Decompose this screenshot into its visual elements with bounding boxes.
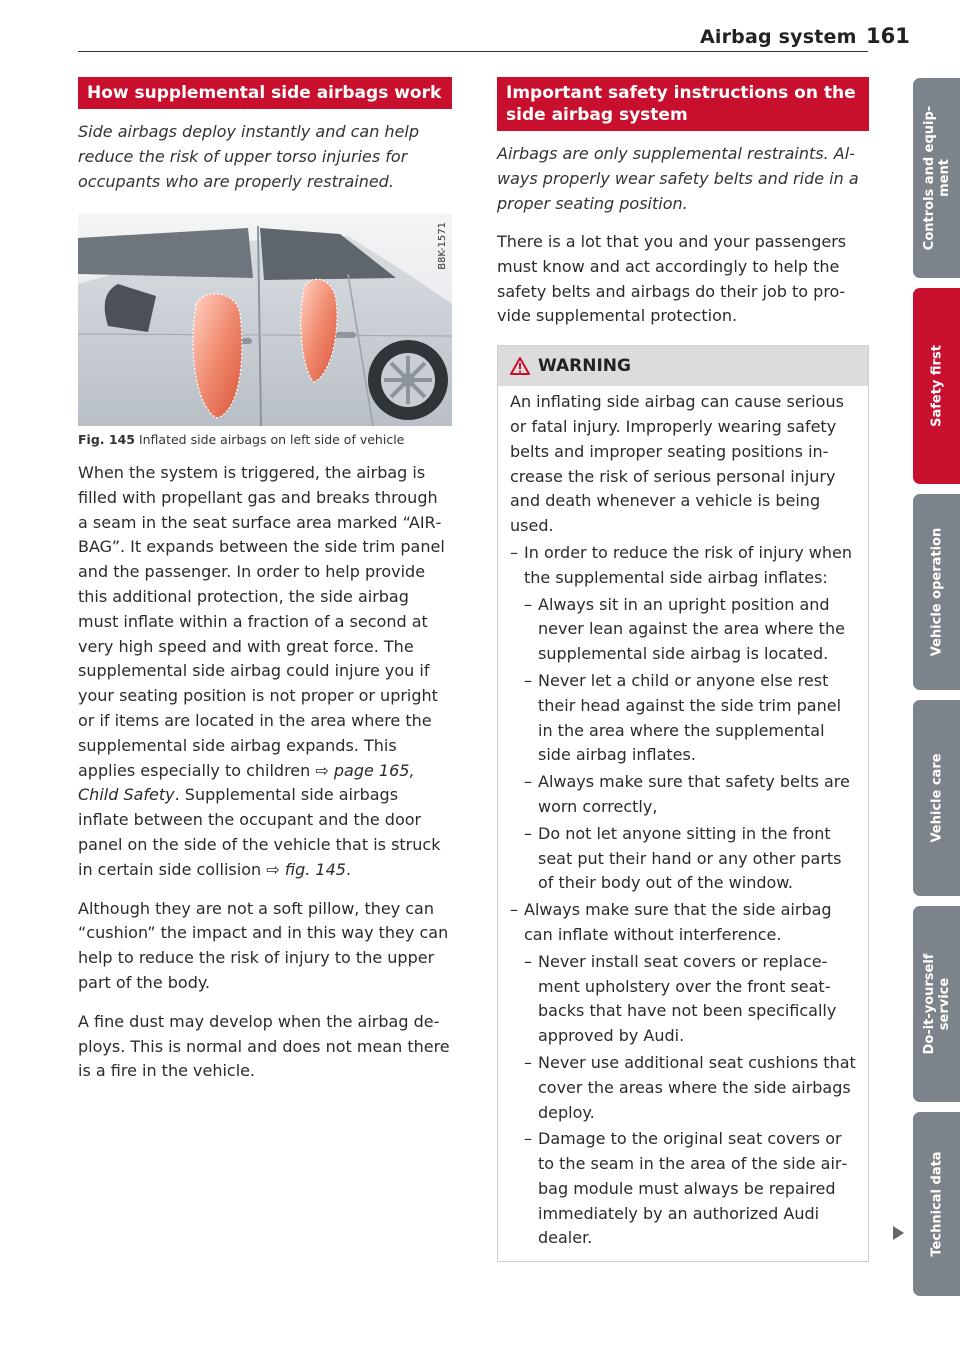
tab-safety-first[interactable] (913, 288, 960, 484)
tab-label: Technical data (929, 1151, 944, 1257)
tab-label: Safety first (929, 345, 944, 427)
sub-list (524, 950, 858, 1252)
tab-label: Controls and equip- ment (921, 105, 952, 251)
list-item: – Damage to the original seat covers or to the seam in the area of the side airbag module must always be repaired immediately by an authorized Audi dealer. (524, 1127, 858, 1251)
warning-header (498, 346, 868, 386)
list-item: – Never let a child or anyone else rest their head against the side trim panel in the area where the supplemental side airbag inflates. (524, 669, 858, 768)
section-heading-safety-instructions: Important safety instructions on the side airbag system (497, 77, 869, 131)
header-rule (78, 51, 868, 52)
list-item (510, 898, 858, 1251)
tab-do-it-yourself-service[interactable] (913, 906, 960, 1102)
paragraph-dust: A fine dust may develop when the airbag deploys. This is normal and does not mean there is a fire in the vehicle. (78, 1011, 450, 1081)
list-item: – Never use additional seat cushions that cover the areas where the side airbags deploy. (524, 1051, 858, 1125)
text-run: . (345, 859, 352, 879)
section-heading-side-airbags: How supplemental side airbags work (78, 77, 452, 109)
warning-triangle-icon (510, 357, 530, 375)
list-item-text: Always make sure that the side airbag can inflate without interference. (524, 900, 832, 944)
figure-code: B8K-1571 (437, 222, 448, 270)
list-item: – Do not let anyone sitting in the front seat put their hand or any other parts of their body out of the window. (524, 822, 858, 896)
caption-label: Fig. 145 (78, 432, 135, 447)
running-header-title: Airbag system (700, 26, 857, 48)
tab-vehicle-operation[interactable] (913, 494, 960, 690)
right-column (497, 77, 869, 1262)
tab-vehicle-care[interactable] (913, 700, 960, 896)
paragraph-deployment (78, 461, 452, 883)
figure-inflated-side-airbags (78, 214, 452, 426)
tab-technical-data[interactable] (913, 1112, 960, 1296)
warning-title: WARNING (538, 356, 631, 377)
list-item: – Never install seat covers or replacement upholstery over the front seatbacks that have not been specifically approved by Audi. (524, 950, 858, 1049)
list-item-text: In order to reduce the risk of injury when the supplemental side airbag inflates: (524, 542, 853, 587)
section-intro: Side airbags deploy instantly and can help reduce the risk of upper torso injuries for occupants who are properly restrained. (78, 122, 420, 191)
warning-lead: An inflating side airbag can cause serious or fatal injury. Improperly wearing safety belts and improper seating positions increase the risk of serious personal injury and death whenever a vehicle is being used. (510, 392, 844, 536)
link-fig-145[interactable]: ⇨ fig. 145 (266, 859, 346, 879)
warning-list (510, 541, 858, 1251)
continued-arrow-icon (893, 1226, 904, 1240)
paragraph-cushion: Although they are not a soft pillow, they can “cushion” the impact and in this way they can help to reduce the risk of injury to the upper part of the body. (78, 898, 449, 992)
tab-label: Vehicle care (929, 753, 944, 843)
list-item (510, 541, 858, 896)
text-run: . Supplemental side airbags inflate between the occupant and the door panel on the side of the vehicle that is struck in certain side collision (78, 785, 441, 879)
car-side-illustration (78, 214, 452, 426)
tab-label: Do-it-yourself service (921, 953, 952, 1055)
page-number: 161 (866, 24, 910, 48)
list-item: – Always make sure that safety belts are worn correctly, (524, 770, 858, 820)
list-item: – Always sit in an upright position and never lean against the area where the supplemental side airbag is located. (524, 593, 858, 667)
section-intro-right: Airbags are only supplemental restraints. Always properly wear safety belts and ride in a proper seating position. (497, 144, 859, 213)
warning-box (497, 345, 869, 1262)
paragraph-passengers: There is a lot that you and your passengers must know and act accordingly to help the safety belts and airbags do their job to provide supplemental protection. (497, 232, 847, 326)
sub-list (524, 593, 858, 897)
link-child-safety[interactable]: ⇨ page 165, Child Safety (78, 760, 415, 805)
text-run: When the system is triggered, the airbag is filled with propellant gas and breaks through a seam in the seat surface area marked “AIRBAG”. It expands between the side trim panel and the passenger. In order to help provide this additional protection, the side airbag must inflate within a fraction of a second at very high speed and with great force. The supplemental side airbag could injure you if your seating position is not proper or upright or if items are located in the area where the supplemental side airbag expands. This applies especially to children (78, 463, 445, 780)
tab-label: Vehicle operation (929, 527, 944, 657)
left-column (78, 77, 452, 1084)
caption-text: Inflated side airbags on left side of vehicle (138, 432, 405, 447)
warning-body (498, 386, 868, 1261)
figure-caption (78, 432, 452, 447)
tab-controls-and-equipment[interactable] (913, 78, 960, 278)
